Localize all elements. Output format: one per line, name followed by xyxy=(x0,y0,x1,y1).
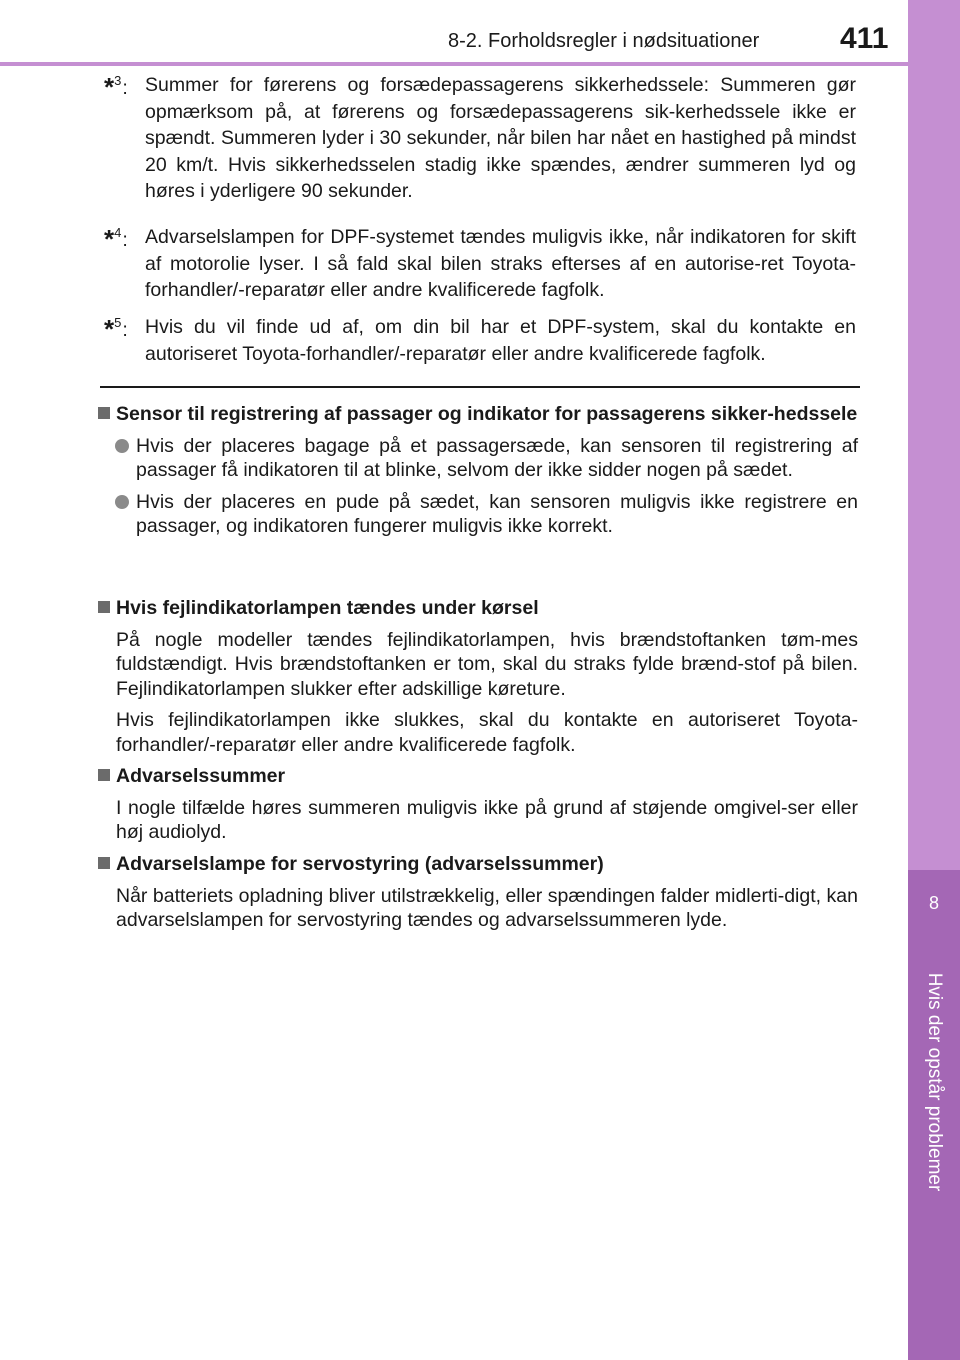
section-heading: Advarselslampe for servostyring (advarselssummer) xyxy=(98,852,858,877)
paragraph: På nogle modeller tændes fejlindikatorlampen, hvis brændstoftanken tøm-mes fuldstændigt. Hvis brændstoftanken er tom, skal du straks fylde brænd-stof på bilen. Fejlindikatorlampen slukker efter adskillige køreture. xyxy=(116,628,858,700)
section-passenger-sensor xyxy=(98,402,858,539)
footnote-text: Summer for førerens og forsædepassagerens sikkerhedssele: Summeren gør opmærksom på, at førerens og forsædepassagerens sik-kerhedssele ikke er spændt. Summeren lyder i 30 sekunder, når bilen har nået en hastighed på mindst 20 km/t. Hvis sikkerhedsselen stadig ikke spændes, ændrer summeren lyd og høres i yderligere 90 sekunder. xyxy=(145,74,856,202)
section-malfunction-lamp xyxy=(98,596,858,757)
list-item: Hvis der placeres en pude på sædet, kan sensoren muligvis ikke registrere en passager, og indikatoren fungerer muligvis ikke korrekt. xyxy=(98,490,858,539)
section-divider xyxy=(100,386,860,388)
square-bullet-icon xyxy=(98,601,110,613)
page-number: 411 xyxy=(840,22,889,55)
section-heading: Hvis fejlindikatorlampen tændes under kørsel xyxy=(98,596,858,621)
chapter-number: 8 xyxy=(928,893,939,913)
footnote-marker: *$^3$: xyxy=(104,72,128,102)
footnote-3 xyxy=(104,72,856,205)
circle-bullet-icon xyxy=(115,495,129,509)
square-bullet-icon xyxy=(98,857,110,869)
paragraph: I nogle tilfælde høres summeren muligvis ikke på grund af støjende omgivel-ser eller høj audiolyd. xyxy=(116,796,858,843)
footnote-4 xyxy=(104,224,856,304)
section-title: 8-2. Forholdsregler i nødsituationer xyxy=(448,30,760,52)
chapter-title: Hvis der opstår problemer xyxy=(924,972,945,1192)
section-heading: Advarselssummer xyxy=(98,764,858,789)
footnote-marker: *$^4$: xyxy=(104,224,128,254)
list-item: Hvis der placeres bagage på et passagersæde, kan sensoren til registrering af passager få indikatoren til at blinke, selvom der ikke sidder nogen på sædet. xyxy=(98,434,858,483)
square-bullet-icon xyxy=(98,769,110,781)
paragraph: Hvis fejlindikatorlampen ikke slukkes, skal du kontakte en autoriseret Toyota-forhandler/-reparatør eller andre kvalificerede fagfolk. xyxy=(116,709,858,756)
footnote-text: Advarselslampen for DPF-systemet tændes muligvis ikke, når indikatoren for skift af motorolie lyser. I så fald skal bilen straks efterses af en autorise-ret Toyota-forhandler/-reparatør eller andre kvalificerede fagfolk. xyxy=(145,226,856,301)
header-rule xyxy=(0,62,908,66)
section-power-steering xyxy=(98,852,858,933)
footnote-marker: *$^5$: xyxy=(104,314,128,344)
footnote-text: Hvis du vil finde ud af, om din bil har et DPF-system, skal du kontakte en autoriseret Toyota-forhandler/-reparatør eller andre kvalificerede fagfolk. xyxy=(145,316,856,365)
section-warning-buzzer xyxy=(98,764,858,845)
paragraph: Når batteriets opladning bliver utilstrækkelig, eller spændingen falder midlerti-digt, kan advarselslampen for servostyring tændes og advarselssummeren lyde. xyxy=(116,884,858,931)
footnote-5 xyxy=(104,314,856,367)
square-bullet-icon xyxy=(98,407,110,419)
circle-bullet-icon xyxy=(115,439,129,453)
section-heading: Sensor til registrering af passager og indikator for passagerens sikker-hedssele xyxy=(98,402,858,427)
